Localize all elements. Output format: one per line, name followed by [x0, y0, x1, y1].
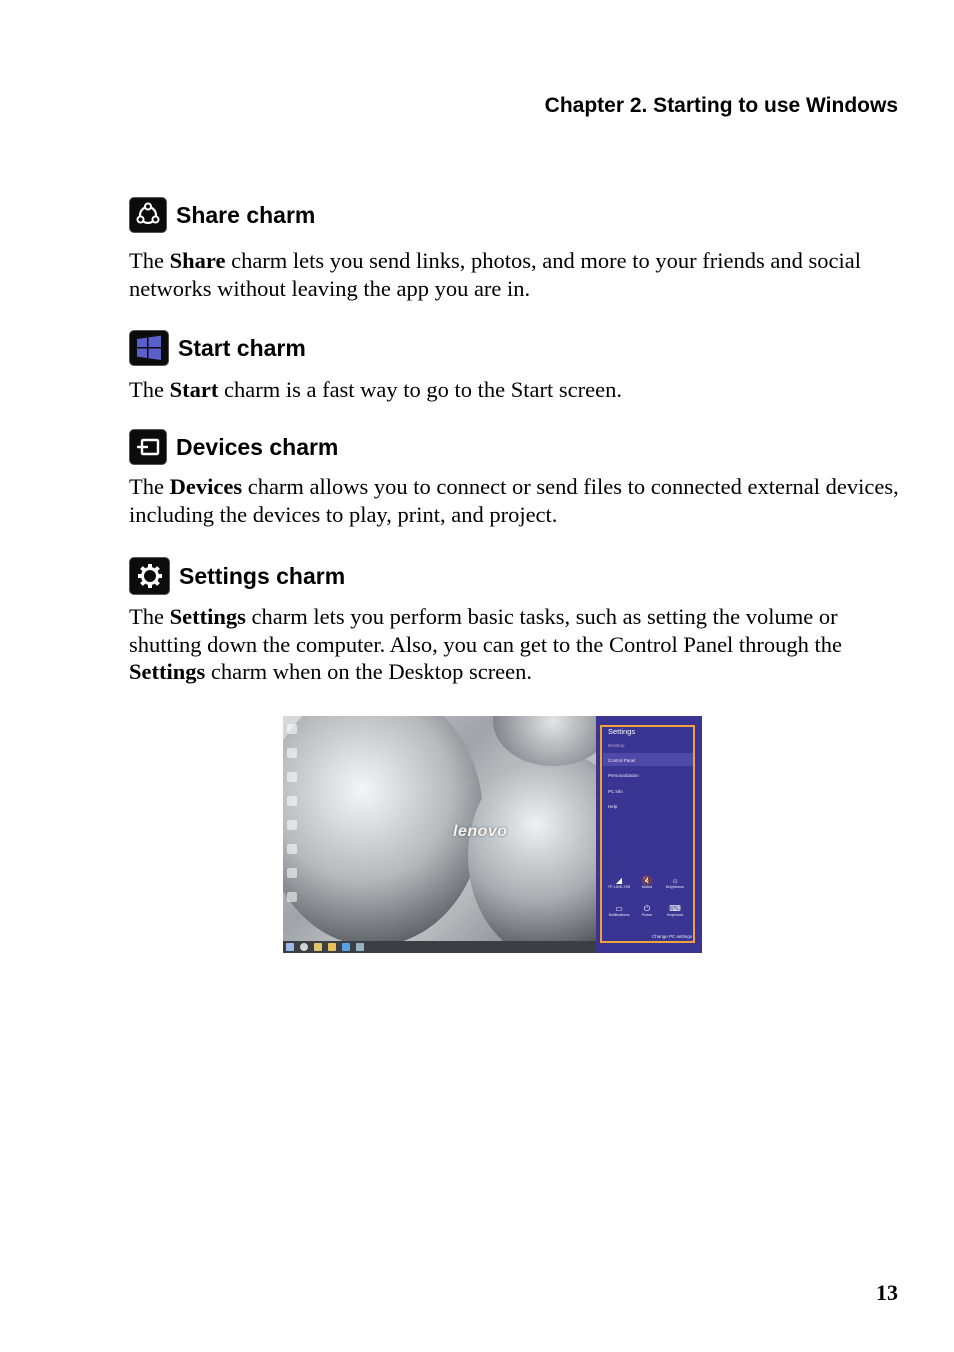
- power-icon: ⏻: [643, 904, 651, 913]
- change-pc-settings-link[interactable]: Change PC settings: [651, 934, 692, 939]
- section-start-heading: [129, 330, 306, 366]
- volume-quick-setting[interactable]: 🔇 Muted: [634, 876, 660, 889]
- taskbar: [283, 941, 596, 953]
- settings-charm-screenshot: [283, 716, 702, 953]
- panel-item-help[interactable]: Help: [608, 804, 618, 809]
- section-title: Start charm: [178, 334, 306, 361]
- wifi-quick-setting[interactable]: ◢ TP-LINK-Y55: [607, 876, 631, 889]
- section-share-heading: [129, 197, 315, 233]
- section-start-text: The Start charm is a fast way to go to the Start screen.: [129, 377, 622, 402]
- section-devices-text: The Devices charm allows you to connect or send files to connected external devices, including the devices to play, print, and project.: [129, 474, 899, 527]
- wifi-icon: ◢: [615, 876, 623, 885]
- panel-item-desktop[interactable]: Desktop: [608, 743, 625, 748]
- desktop-wallpaper: [283, 716, 596, 941]
- devices-icon: [129, 429, 167, 465]
- lenovo-logo: lenovo: [453, 823, 508, 840]
- settings-charm-panel: [596, 716, 702, 953]
- share-icon: [129, 197, 167, 233]
- brightness-icon: ☼: [671, 876, 679, 885]
- start-button-icon: [286, 943, 294, 951]
- desktop-icons: [287, 724, 299, 916]
- ie-icon: [300, 943, 308, 951]
- app-icon: [328, 943, 336, 951]
- notifications-icon: ▭: [615, 904, 623, 913]
- panel-item-control-panel[interactable]: Control Panel: [608, 758, 636, 763]
- section-share-text: The Share charm lets you send links, photos, and more to your friends and social networks without leaving the app you are in.: [129, 248, 861, 301]
- keyboard-quick-setting[interactable]: ⌨ Keyboard: [662, 904, 688, 917]
- power-quick-setting[interactable]: ⏻ Power: [634, 904, 660, 917]
- section-devices-heading: [129, 429, 338, 465]
- keyboard-icon: ⌨: [669, 904, 681, 913]
- brightness-quick-setting[interactable]: ☼ Brightness: [662, 876, 688, 889]
- page-number: 13: [876, 1280, 898, 1305]
- panel-title: Settings: [608, 727, 636, 736]
- windows-start-icon: [129, 330, 169, 366]
- chapter-header: Chapter 2. Starting to use Windows: [544, 94, 898, 117]
- section-title: Settings charm: [179, 562, 346, 589]
- section-settings-heading: [129, 557, 345, 595]
- panel-item-personalization[interactable]: Personalization: [608, 773, 639, 778]
- section-title: Devices charm: [176, 433, 339, 460]
- section-title: Share charm: [176, 201, 316, 228]
- speaker-muted-icon: 🔇: [642, 876, 652, 885]
- notifications-quick-setting[interactable]: ▭ Notifications: [606, 904, 632, 917]
- gear-icon: [129, 557, 170, 595]
- app-icon: [356, 943, 364, 951]
- store-icon: [342, 943, 350, 951]
- explorer-icon: [314, 943, 322, 951]
- panel-item-pc-info[interactable]: PC info: [608, 789, 623, 794]
- section-settings-text: The Settings charm lets you perform basic tasks, such as setting the volume or shutting down the computer. Also, you can get to the Control Panel through the Settings charm when on the Desktop screen.: [129, 604, 843, 684]
